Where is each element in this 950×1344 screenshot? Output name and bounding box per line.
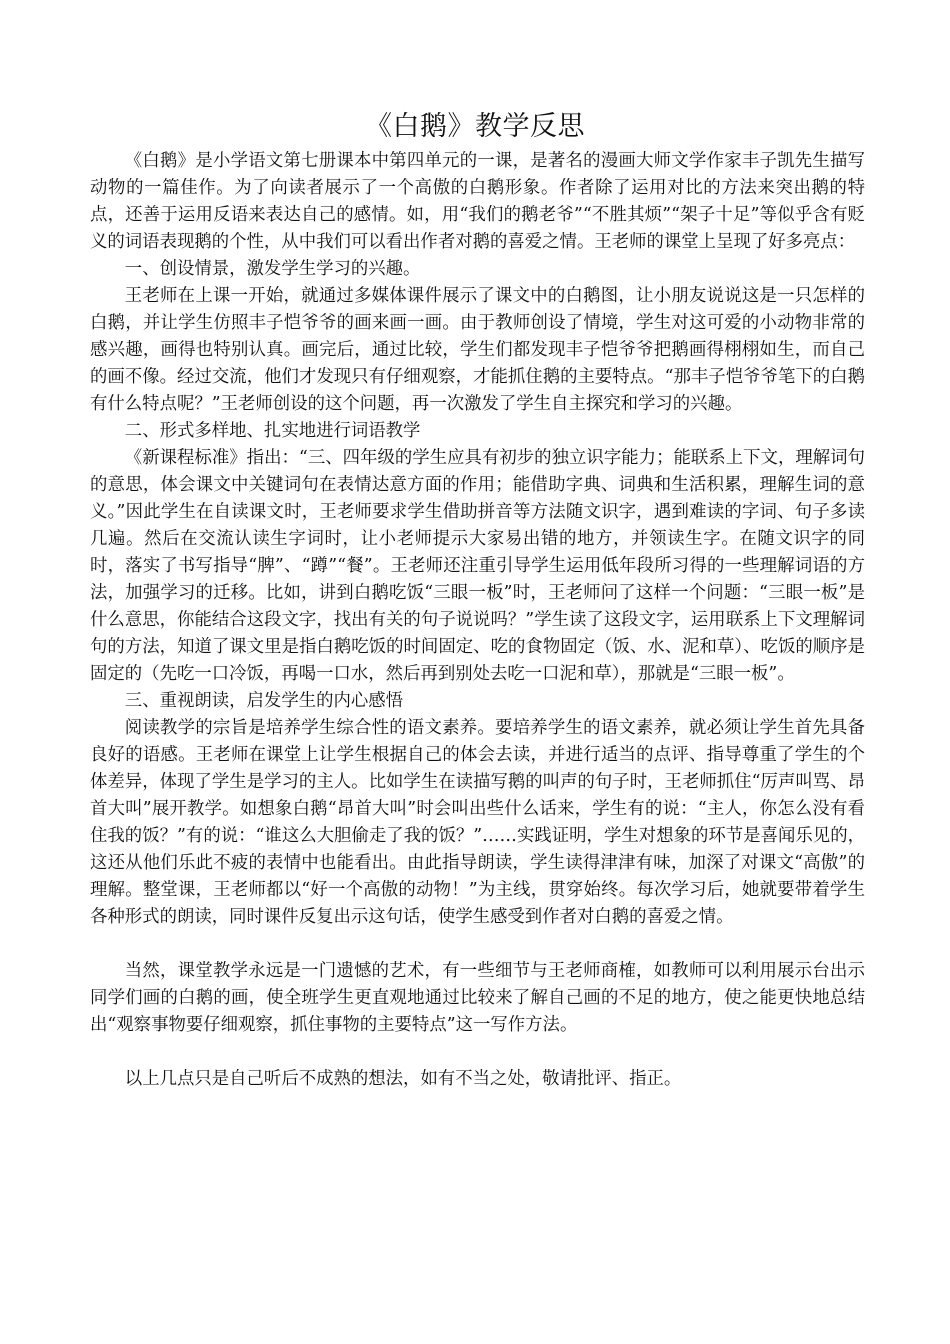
closing-paragraph: 以上几点只是自己听后不成熟的想法，如有不当之处，敬请批评、指正。 [124, 1069, 682, 1089]
document-body [90, 148, 865, 1093]
section-paragraph-2: 《新课程标准》指出：“三、四年级的学生应具有初步的独立识字能力；能联系上下文，理解词句的意思，体会课文中关键词句在表情达意方面的作用；能借助字典、词典和生活积累，理解生词的意义。”因此学生在自读课文时，王老师要求学生借助拼音等方法随文识字，遇到难读的字词、句子多读几遍。然后在交流认读生字词时，让小老师提示大家易出错的地方，并领读生字。在随文识字的同时，落实了书写指导“脾”、“蹲”“餐”。王老师还注重引导学生运用低年段所习得的一些理解词语的方法，加强学习的迁移。比如，讲到白鹅吃饭“三眼一板”时，王老师问了这样一个问题：“三眼一板”是什么意思，你能结合这段文字，找出有关的句子说说吗？”学生读了这段文字，运用联系上下文理解词句的方法，知道了课文里是指白鹅吃饭的时间固定、吃的食物固定（饭、水、泥和草）、吃饭的顺序是固定的（先吃一口冷饭，再喝一口水，然后再到别处去吃一口泥和草），那就是“三眼一板”。 [90, 448, 865, 684]
section-heading-1: 一、创设情景，激发学生学习的兴趣。 [124, 259, 421, 279]
intro-paragraph: 《白鹅》是小学语文第七册课本中第四单元的一课，是著名的漫画大师文学作家丰子凯先生描写动物的一篇佳作。为了向读者展示了一个高傲的白鹅形象。作者除了运用对比的方法来突出鹅的特点，还善于运用反语来表达自己的感情。如，用“我们的鹅老爷”“不胜其烦”“架子十足”等似乎含有贬义的词语表现鹅的个性，从中我们可以看出作者对鹅的喜爱之情。王老师的课堂上呈现了好多亮点： [90, 151, 865, 252]
section-heading-2: 二、形式多样地、扎实地进行词语教学 [124, 421, 421, 441]
reflection-paragraph: 当然，课堂教学永远是一门遗憾的艺术，有一些细节与王老师商榷，如教师可以利用展示台出示同学们画的白鹅的画，使全班学生更直观地通过比较来了解自己画的不足的地方，使之能更快地总结出“观察事物要仔细观察，抓住事物的主要特点”这一写作方法。 [90, 961, 865, 1035]
section-paragraph-1: 王老师在上课一开始，就通过多媒体课件展示了课文中的白鹅图，让小朋友说说这是一只怎样的白鹅，并让学生仿照丰子恺爷爷的画来画一画。由于教师创设了情境，学生对这可爱的小动物非常的感兴趣，画得也特别认真。画完后，通过比较，学生们都发现丰子恺爷爷把鹅画得栩栩如生，而自己的画不像。经过交流，他们才发现只有仔细观察，才能抓住鹅的主要特点。“那丰子恺爷爷笔下的白鹅有什么特点呢？”王老师创设的这个问题，再一次激发了学生自主探究和学习的兴趣。 [90, 286, 865, 414]
section-paragraph-3: 阅读教学的宗旨是培养学生综合性的语文素养。要培养学生的语文素养，就必须让学生首先具备良好的语感。王老师在课堂上让学生根据自己的体会去读，并进行适当的点评、指导尊重了学生的个体差异，体现了学生是学习的主人。比如学生在读描写鹅的叫声的句子时，王老师抓住“厉声叫骂、昂首大叫”展开教学。如想象白鹅“昂首大叫”时会叫出些什么话来，学生有的说：“主人，你怎么没有看住我的饭？”有的说：“谁这么大胆偷走了我的饭？”……实践证明，学生对想象的环节是喜闻乐见的，这还从他们乐此不疲的表情中也能看出。由此指导朗读，学生读得津津有味，加深了对课文“高傲”的理解。整堂课，王老师都以“好一个高傲的动物！”为主线，贯穿始终。每次学习后，她就要带着学生各种形式的朗读，同时课件反复出示这句话，使学生感受到作者对白鹅的喜爱之情。 [90, 718, 865, 927]
section-heading-3: 三、重视朗读，启发学生的内心感悟 [124, 691, 404, 711]
document-title: 《白鹅》教学反思 [365, 111, 585, 142]
